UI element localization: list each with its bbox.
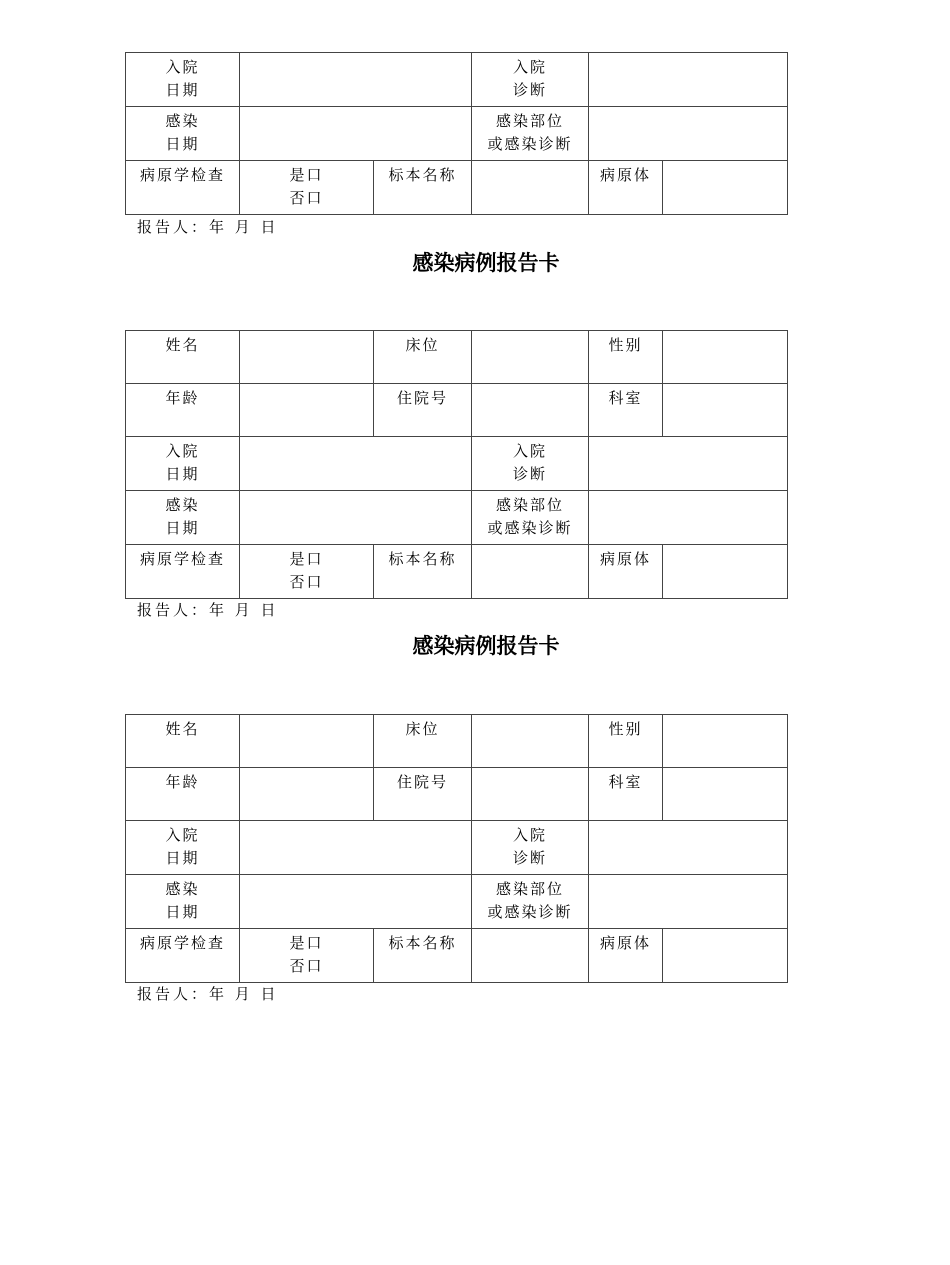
specimen-name-label: 标本名称: [374, 929, 472, 983]
report-card-1-table: [125, 52, 788, 215]
bed-label: 床位: [374, 331, 472, 384]
infection-date-field[interactable]: [240, 491, 472, 545]
table-row: [126, 929, 788, 983]
infection-site-label: 感染部位 或感染诊断: [472, 491, 589, 545]
admission-diagnosis-label: 入院 诊断: [472, 821, 589, 875]
reporter-line: 报告人：年 月 日: [137, 218, 279, 236]
specimen-name-label: 标本名称: [374, 545, 472, 599]
age-field[interactable]: [240, 768, 374, 821]
table-row: [126, 491, 788, 545]
table-row: [126, 107, 788, 161]
hospital-no-label: 住院号: [374, 768, 472, 821]
specimen-name-field[interactable]: [472, 929, 589, 983]
bed-field[interactable]: [472, 715, 589, 768]
department-label: 科室: [589, 384, 663, 437]
age-label: 年龄: [126, 768, 240, 821]
admission-diagnosis-label: 入院 诊断: [472, 437, 589, 491]
pathogen-field[interactable]: [663, 161, 788, 215]
pathogen-exam-label: 病原学检查: [126, 545, 240, 599]
name-field[interactable]: [240, 331, 374, 384]
hospital-no-field[interactable]: [472, 384, 589, 437]
specimen-name-field[interactable]: [472, 161, 589, 215]
admission-date-label: 入院 日期: [126, 437, 240, 491]
pathogen-field[interactable]: [663, 545, 788, 599]
table-row: [126, 384, 788, 437]
yes-no-checkbox-group[interactable]: 是口 否口: [240, 161, 374, 215]
age-label: 年龄: [126, 384, 240, 437]
table-row: [126, 437, 788, 491]
admission-diagnosis-field[interactable]: [589, 821, 788, 875]
infection-site-field[interactable]: [589, 107, 788, 161]
department-label: 科室: [589, 768, 663, 821]
table-row: [126, 821, 788, 875]
infection-date-field[interactable]: [240, 875, 472, 929]
table-row: [126, 875, 788, 929]
infection-site-field[interactable]: [589, 875, 788, 929]
specimen-name-label: 标本名称: [374, 161, 472, 215]
admission-date-field[interactable]: [240, 437, 472, 491]
infection-site-field[interactable]: [589, 491, 788, 545]
report-card-2-table: [125, 330, 788, 599]
admission-date-label: 入院 日期: [126, 821, 240, 875]
admission-date-field[interactable]: [240, 821, 472, 875]
name-field[interactable]: [240, 715, 374, 768]
pathogen-exam-label: 病原学检查: [126, 161, 240, 215]
name-label: 姓名: [126, 715, 240, 768]
infection-site-label: 感染部位 或感染诊断: [472, 107, 589, 161]
pathogen-label: 病原体: [589, 929, 663, 983]
table-row: [126, 545, 788, 599]
department-field[interactable]: [663, 768, 788, 821]
yes-no-checkbox-group[interactable]: 是口 否口: [240, 545, 374, 599]
pathogen-label: 病原体: [589, 161, 663, 215]
infection-site-label: 感染部位 或感染诊断: [472, 875, 589, 929]
pathogen-exam-label: 病原学检查: [126, 929, 240, 983]
infection-date-field[interactable]: [240, 107, 472, 161]
report-card-3-table: [125, 714, 788, 983]
name-label: 姓名: [126, 331, 240, 384]
infection-date-label: 感染 日期: [126, 107, 240, 161]
table-row: [126, 768, 788, 821]
infection-date-label: 感染 日期: [126, 491, 240, 545]
gender-label: 性别: [589, 331, 663, 384]
admission-diagnosis-field[interactable]: [589, 437, 788, 491]
bed-field[interactable]: [472, 331, 589, 384]
infection-date-label: 感染 日期: [126, 875, 240, 929]
table-row: [126, 331, 788, 384]
admission-diagnosis-field[interactable]: [589, 53, 788, 107]
gender-field[interactable]: [663, 331, 788, 384]
reporter-line: 报告人：年 月 日: [137, 985, 279, 1003]
age-field[interactable]: [240, 384, 374, 437]
page-title: 感染病例报告卡: [412, 633, 560, 658]
hospital-no-field[interactable]: [472, 768, 589, 821]
gender-label: 性别: [589, 715, 663, 768]
admission-date-label: 入院 日期: [126, 53, 240, 107]
gender-field[interactable]: [663, 715, 788, 768]
table-row: [126, 161, 788, 215]
reporter-line: 报告人：年 月 日: [137, 601, 279, 619]
admission-date-field[interactable]: [240, 53, 472, 107]
pathogen-field[interactable]: [663, 929, 788, 983]
specimen-name-field[interactable]: [472, 545, 589, 599]
yes-no-checkbox-group[interactable]: 是口 否口: [240, 929, 374, 983]
bed-label: 床位: [374, 715, 472, 768]
department-field[interactable]: [663, 384, 788, 437]
table-row: [126, 53, 788, 107]
hospital-no-label: 住院号: [374, 384, 472, 437]
pathogen-label: 病原体: [589, 545, 663, 599]
table-row: [126, 715, 788, 768]
admission-diagnosis-label: 入院 诊断: [472, 53, 589, 107]
page-title: 感染病例报告卡: [412, 250, 560, 275]
